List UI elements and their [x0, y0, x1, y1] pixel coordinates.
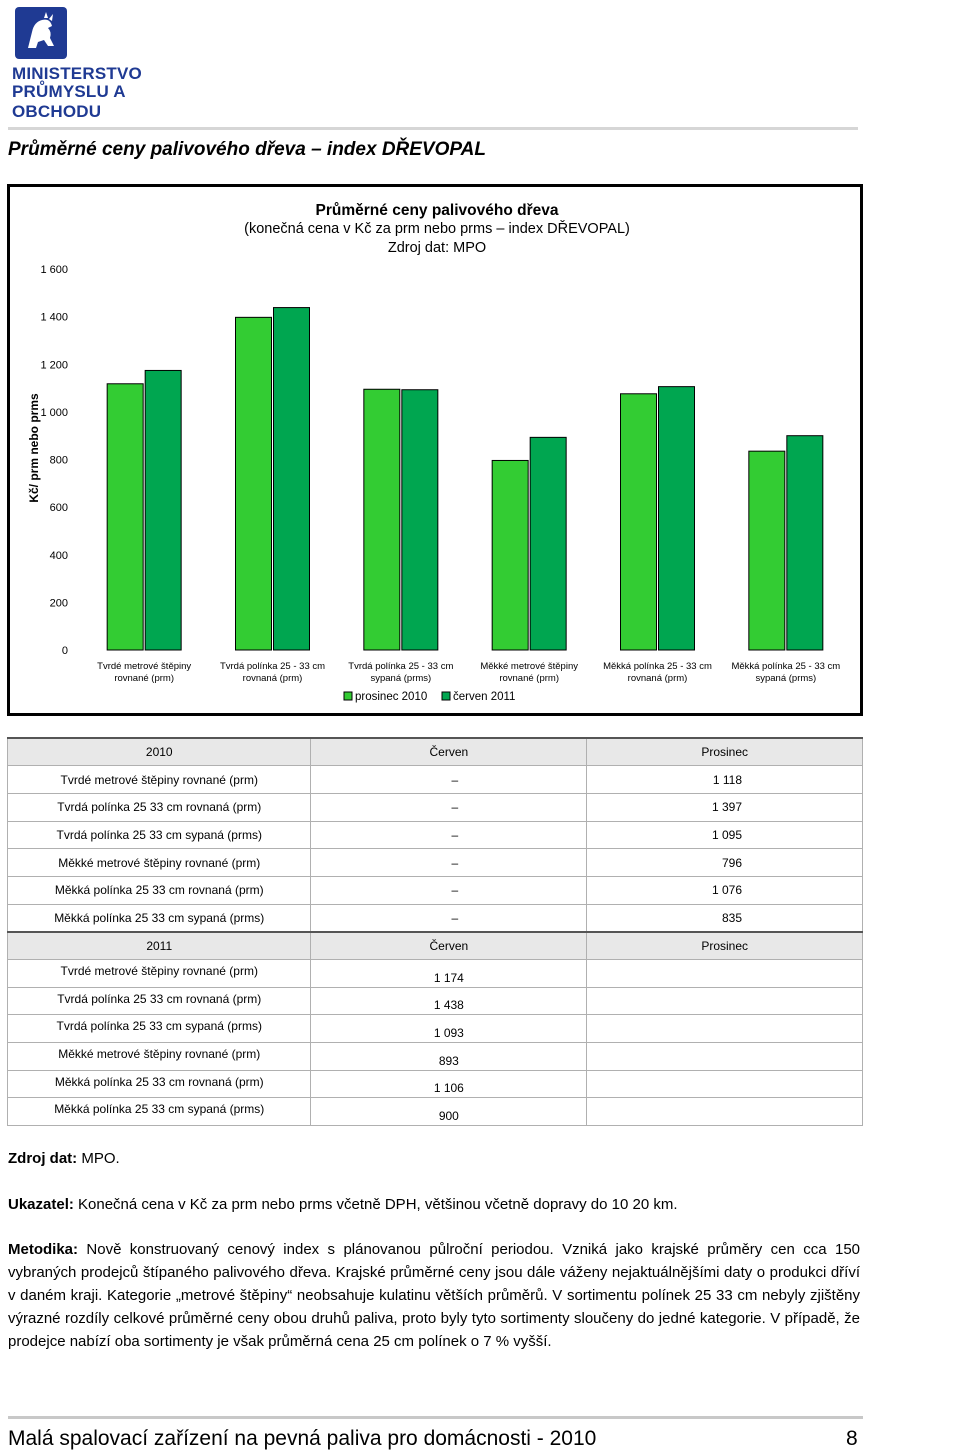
- table-row: [8, 821, 863, 849]
- row-label: Měkké metrové štěpiny rovnané (prm): [8, 1043, 311, 1071]
- table-row: [8, 876, 863, 904]
- cell-cerven: [311, 766, 587, 794]
- y-axis-label: Kč/ prm nebo prms: [27, 393, 41, 503]
- table-row: [8, 1043, 863, 1071]
- y-tick-label: 1 200: [40, 359, 68, 372]
- cell-prosinec: 1 397: [587, 793, 863, 821]
- table-row: [8, 1070, 863, 1098]
- cell-cerven: 893: [311, 1043, 587, 1071]
- ukazatel-text: Konečná cena v Kč za prm nebo prms včetně DPH, většinou včetně dopravy do 10 20 km.: [73, 1196, 678, 1213]
- dash-value: –: [451, 883, 459, 898]
- cell-cerven: 1 106: [311, 1070, 587, 1098]
- row-label: Tvrdá polínka 25 33 cm sypaná (prms): [8, 1015, 311, 1043]
- ukazatel-note: [8, 1193, 860, 1216]
- header-rule: [8, 127, 858, 130]
- legend-swatch: [344, 692, 352, 700]
- bar-prosinec-2010-2: [364, 389, 400, 650]
- bar-cerven-2011-2: [402, 390, 438, 650]
- bar-prosinec-2010-4: [621, 394, 657, 650]
- cell-cerven: 900: [311, 1098, 587, 1126]
- cell-prosinec: 1 095: [587, 821, 863, 849]
- cell-prosinec: [587, 1015, 863, 1043]
- table-row: [8, 987, 863, 1015]
- x-tick-label: rovnané (prm): [499, 673, 560, 684]
- x-tick-label: Měkká polínka 25 - 33 cm: [603, 661, 712, 672]
- table-header-row: [8, 738, 863, 766]
- logo-line-2: PRŮMYSLU A OBCHODU: [12, 82, 126, 121]
- dash-value: –: [451, 855, 459, 870]
- row-label: Tvrdé metrové štěpiny rovnané (prm): [8, 960, 311, 988]
- footer-text: Malá spalovací zařízení na pevná paliva pro domácnosti - 2010: [8, 1427, 597, 1450]
- row-label: Měkká polínka 25 33 cm rovnaná (prm): [8, 876, 311, 904]
- table-row: [8, 904, 863, 932]
- table-header-cell: 2010: [8, 738, 311, 766]
- page-number: 8: [846, 1427, 858, 1450]
- cell-cerven: [311, 876, 587, 904]
- bar-cerven-2011-3: [530, 437, 566, 650]
- cell-prosinec: [587, 987, 863, 1015]
- x-tick-label: Měkká polínka 25 - 33 cm: [731, 661, 841, 672]
- row-label: Tvrdá polínka 25 33 cm rovnaná (prm): [8, 987, 311, 1015]
- source-label: Zdroj dat:: [8, 1150, 78, 1167]
- cell-prosinec: [587, 960, 863, 988]
- x-tick-label: rovnaná (prm): [627, 673, 688, 684]
- page-heading: Průměrné ceny palivového dřeva – index DŘEVOPAL: [8, 139, 486, 160]
- row-label: Tvrdá polínka 25 33 cm sypaná (prms): [8, 821, 311, 849]
- y-tick-label: 200: [49, 597, 68, 610]
- metodika-label: Metodika:: [8, 1241, 79, 1258]
- cell-prosinec: 796: [587, 849, 863, 877]
- dash-value: –: [451, 772, 459, 787]
- cell-cerven: [311, 821, 587, 849]
- x-tick-label: Tvrdá polínka 25 - 33 cm: [219, 661, 326, 672]
- row-label: Měkká polínka 25 33 cm sypaná (prms): [8, 1098, 311, 1126]
- dash-value: –: [451, 827, 459, 842]
- legend-label: červen 2011: [453, 691, 516, 703]
- chart-source-line: Zdroj dat: MPO: [387, 240, 487, 256]
- bar-prosinec-2010-3: [492, 460, 528, 650]
- cell-cerven: [311, 793, 587, 821]
- y-tick-label: 800: [49, 454, 68, 467]
- y-tick-label: 1 000: [40, 406, 68, 419]
- dash-value: –: [451, 800, 459, 815]
- ukazatel-label: Ukazatel:: [8, 1196, 74, 1213]
- source-text: MPO.: [77, 1150, 120, 1167]
- dash-value: –: [451, 910, 459, 925]
- table-row: [8, 960, 863, 988]
- table-row: [8, 1015, 863, 1043]
- legend-label: prosinec 2010: [355, 691, 428, 703]
- price-table: [7, 737, 863, 1126]
- chart-subtitle: (konečná cena v Kč za prm nebo prms – index DŘEVOPAL): [244, 221, 630, 237]
- metodika-text: Nově konstruovaný cenový index s plánovanou půlroční periodou. Vzniká jako krajské průměry cen cca 150 vybraných prodejců štípaného palivového dřeva. Krajské průměrné ceny jsou dále váženy nejaktuálnějšími daty o produkci dříví v daném kraji. Kategorie „metrové štěpiny“ neobsahuje kulatinu větších průměrů. V sortimentu polínek 25 33 cm nebyly zjištěny výrazné rozdíly celkové průměrné ceny obou druhů paliva, proto byly tyto sortimenty sloučeny do jedné kategorie. V případě, že prodejce nabízí oba sortimenty je však průměrná cena 25 cm polínek o 7 % vyšší.: [8, 1241, 860, 1350]
- ministry-logo: [8, 6, 208, 121]
- table-header-cell: Červen: [311, 738, 587, 766]
- table-header-cell: 2011: [8, 932, 311, 960]
- cell-prosinec: 1 118: [587, 766, 863, 794]
- x-tick-label: Tvrdé metrové štěpiny: [97, 661, 192, 672]
- y-tick-label: 600: [49, 502, 68, 515]
- row-label: Měkká polínka 25 33 cm rovnaná (prm): [8, 1070, 311, 1098]
- logo-line-1: MINISTERSTVO: [12, 64, 142, 83]
- y-tick-label: 1 600: [40, 264, 68, 276]
- y-tick-label: 400: [49, 549, 68, 562]
- source-note: [8, 1147, 860, 1170]
- lion-emblem-icon: [14, 6, 68, 60]
- table-header-cell: Prosinec: [587, 932, 863, 960]
- x-tick-label: Tvrdá polínka 25 - 33 cm: [348, 661, 454, 672]
- cell-cerven: [311, 849, 587, 877]
- chart-frame: [7, 184, 863, 716]
- row-label: Měkké metrové štěpiny rovnané (prm): [8, 849, 311, 877]
- cell-cerven: 1 093: [311, 1015, 587, 1043]
- bar-cerven-2011-1: [274, 308, 310, 650]
- table-row: [8, 1098, 863, 1126]
- cell-prosinec: [587, 1098, 863, 1126]
- row-label: Tvrdé metrové štěpiny rovnané (prm): [8, 766, 311, 794]
- cell-prosinec: 1 076: [587, 876, 863, 904]
- table-header-cell: Červen: [311, 932, 587, 960]
- chart-title: Průměrné ceny palivového dřeva: [315, 202, 559, 219]
- cell-cerven: 1 438: [311, 987, 587, 1015]
- table-row: [8, 849, 863, 877]
- x-tick-label: sypaná (prms): [755, 673, 817, 684]
- table-row: [8, 793, 863, 821]
- footer-rule: [8, 1416, 863, 1419]
- bar-cerven-2011-4: [659, 387, 695, 650]
- x-tick-label: rovnaná (prm): [242, 673, 303, 684]
- legend-swatch: [442, 692, 450, 700]
- y-tick-label: 1 400: [40, 311, 68, 324]
- cell-prosinec: [587, 1070, 863, 1098]
- cell-prosinec: [587, 1043, 863, 1071]
- table-header-cell: Prosinec: [587, 738, 863, 766]
- cell-cerven: 1 174: [311, 960, 587, 988]
- row-label: Měkká polínka 25 33 cm sypaná (prms): [8, 904, 311, 932]
- row-label: Tvrdá polínka 25 33 cm rovnaná (prm): [8, 793, 311, 821]
- x-tick-label: sypaná (prms): [370, 673, 432, 684]
- table-row: [8, 766, 863, 794]
- bar-chart: [10, 187, 860, 713]
- x-tick-label: rovnané (prm): [114, 673, 175, 684]
- metodika-note: [8, 1238, 860, 1353]
- table-header-row: [8, 932, 863, 960]
- y-tick-label: 0: [61, 645, 68, 657]
- bar-prosinec-2010-0: [107, 384, 143, 650]
- bar-prosinec-2010-5: [749, 451, 785, 650]
- bar-cerven-2011-5: [787, 436, 823, 650]
- cell-prosinec: 835: [587, 904, 863, 932]
- bar-prosinec-2010-1: [236, 317, 272, 650]
- bar-cerven-2011-0: [145, 370, 181, 650]
- cell-cerven: [311, 904, 587, 932]
- x-tick-label: Měkké metrové štěpiny: [480, 661, 579, 672]
